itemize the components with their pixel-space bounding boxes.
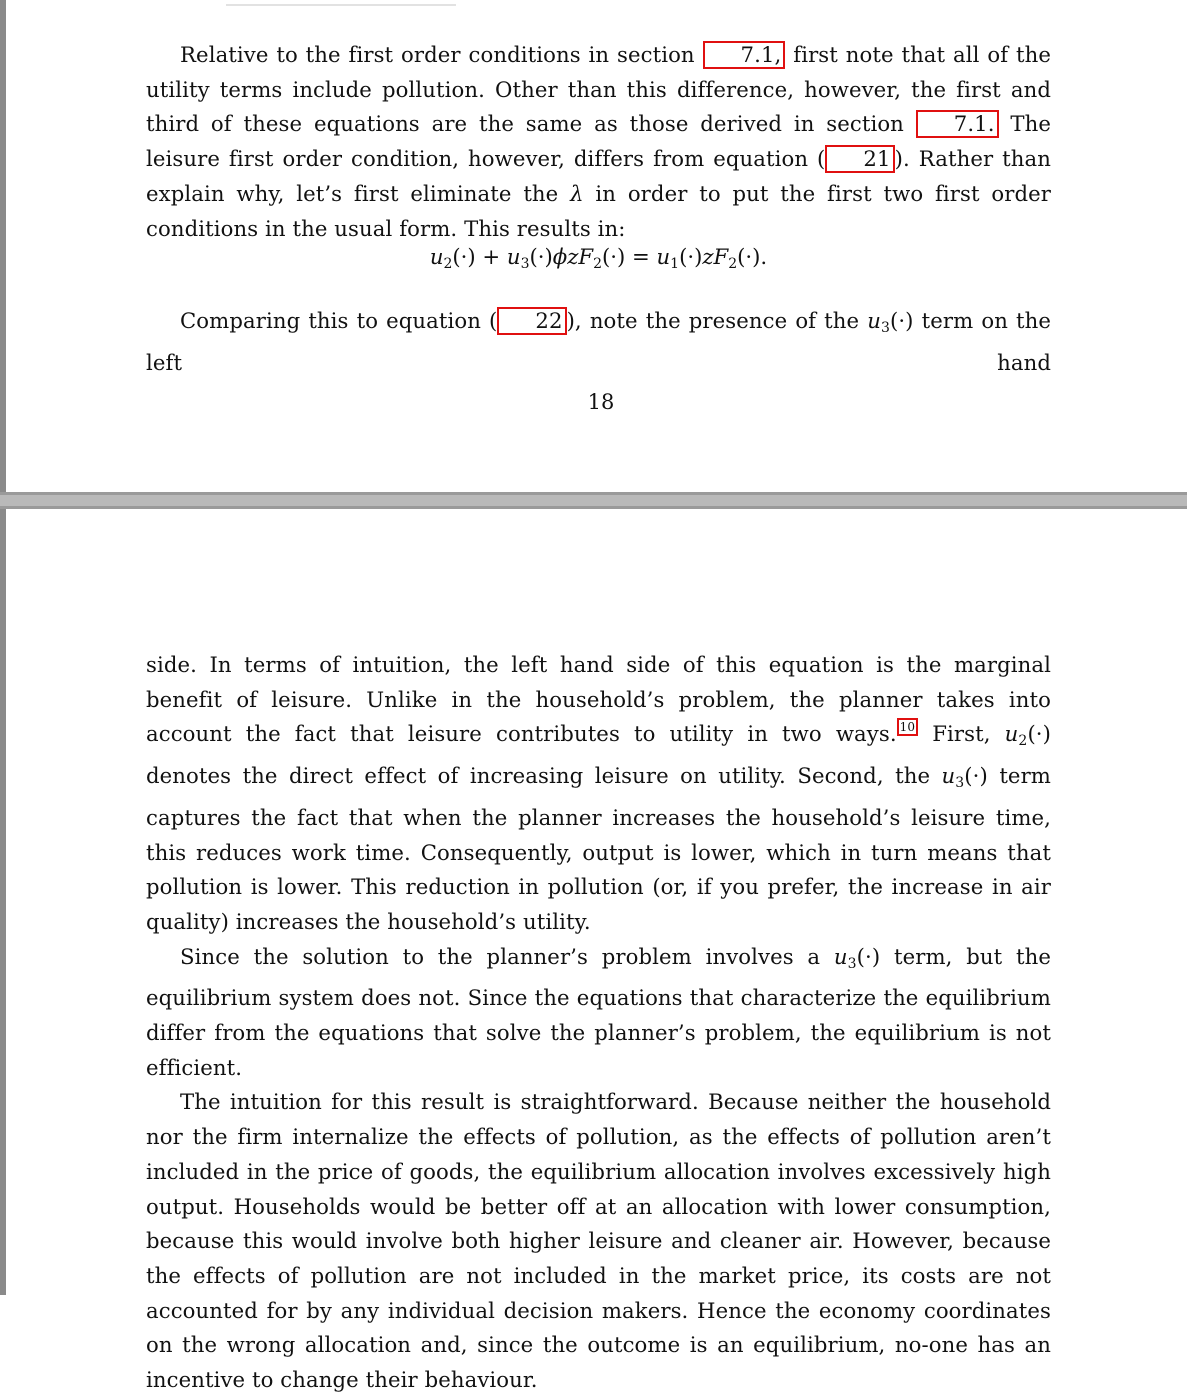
text-run: ), note the presence of the	[566, 308, 868, 333]
page-number: 18	[587, 390, 615, 414]
eq-subscript: 3	[520, 256, 530, 272]
display-equation	[146, 240, 1051, 281]
eq-subscript: 3	[847, 955, 857, 972]
equation-link-21[interactable]: 21	[825, 145, 894, 173]
text-run: first note that all of the utility terms include pollution. Other than this difference, however, the first and third of these equations are the same as those derived in section	[146, 42, 1052, 137]
text-run: in order to put the first two first order conditions in the usual form. This results in:	[146, 180, 1051, 241]
text-run: side. In terms of intuition, the left hand side of this equation is the marginal benefit of leisure. Unlike in the household’s problem, the planner takes into account the fact that leisure contributes to utility in two ways.	[146, 652, 1051, 747]
text-run: The leisure first order condition, however, differs from equation (	[146, 111, 1051, 172]
eq-text: (·)	[679, 244, 703, 269]
eq-symbol: u	[833, 943, 848, 969]
section-link-7-1[interactable]: 7.1.	[916, 110, 999, 138]
eq-text: (·)	[856, 943, 881, 969]
eq-subscript: 2	[1018, 733, 1028, 750]
paragraph-result-intuition	[146, 1085, 1051, 1397]
eq-text: (·)	[964, 763, 988, 789]
paragraph-comparison-start	[146, 304, 1051, 380]
cropped-previous-line	[226, 0, 456, 6]
eq-text: (·)	[529, 244, 553, 269]
eq-subscript: 2	[443, 256, 453, 272]
equation-link-22[interactable]: 22	[497, 307, 566, 335]
body-text	[146, 648, 1051, 1398]
lambda-symbol: λ	[570, 180, 584, 206]
footnote-link-10[interactable]: 10	[897, 718, 918, 736]
eq-symbol: u	[941, 763, 956, 789]
eq-symbol: u	[867, 308, 881, 333]
page-18	[6, 0, 1187, 492]
text-run: ). Rather than explain why, let’s first eliminate the	[146, 146, 1051, 206]
text-run: First,	[918, 721, 1005, 747]
eq-symbol: u	[506, 244, 521, 269]
eq-text: (·)	[1027, 721, 1052, 747]
eq-subscript: 1	[670, 256, 680, 272]
eq-text: (·).	[737, 244, 768, 269]
text-run: term captures the fact that when the planner increases the household’s leisure time, this reduces work time. Consequently, output is lower, which in turn means that pollution is lower. This reduction in pollution (or, if you prefer, the increase in air quality) increases the household’s utility.	[146, 763, 1051, 934]
eq-symbol: u	[429, 244, 444, 269]
eq-text: (·) +	[452, 244, 507, 269]
text-run: The intuition for this result is straightforward. Because neither the household nor the firm internalize the effects of pollution, as the effects of pollution aren’t included in the price of goods, the equilibrium allocation involves excessively high output. Households would be better off at an allocation with lower consumption, because this would involve both higher leisure and cleaner air. However, because the effects of pollution are not included in the market price, its costs are not accounted for by any individual decision makers. Hence the economy coordinates on the wrong allocation and, since the outcome is an equilibrium, no-one has an incentive to change their behaviour.	[146, 1089, 1051, 1393]
eq-symbol: ϕzF	[552, 244, 594, 269]
eq-subscript: 2	[593, 256, 602, 272]
eq-text: (·)	[889, 308, 914, 333]
paragraph-foc-comparison	[146, 38, 1051, 246]
eq-subscript: 2	[728, 256, 738, 272]
text-run: Comparing this to equation (	[180, 308, 498, 333]
eq-text: (·) =	[602, 244, 657, 269]
page-separator	[0, 492, 1187, 509]
eq-symbol: zF	[702, 244, 729, 269]
eq-subscript: 3	[955, 775, 965, 792]
paragraph-intuition	[146, 648, 1051, 940]
text-run: Since the solution to the planner’s problem involves a	[180, 943, 834, 969]
text-run: denotes the direct effect of increasing leisure on utility. Second, the	[146, 763, 942, 789]
text-run: term, but the equilibrium system does not. Since the equations that characterize the equilibrium differ from the equations that solve the planner’s problem, the equilibrium is not efficient.	[146, 943, 1051, 1080]
eq-symbol: u	[656, 244, 671, 269]
page-19	[6, 509, 1187, 1393]
eq-subscript: 3	[880, 320, 890, 336]
eq-symbol: u	[1004, 721, 1019, 747]
text-run: term on the left hand	[146, 308, 1051, 375]
paragraph-efficiency	[146, 940, 1051, 1086]
section-link-7-1[interactable]: 7.1,	[703, 41, 786, 69]
text-run: Relative to the first order conditions in section	[180, 42, 703, 67]
